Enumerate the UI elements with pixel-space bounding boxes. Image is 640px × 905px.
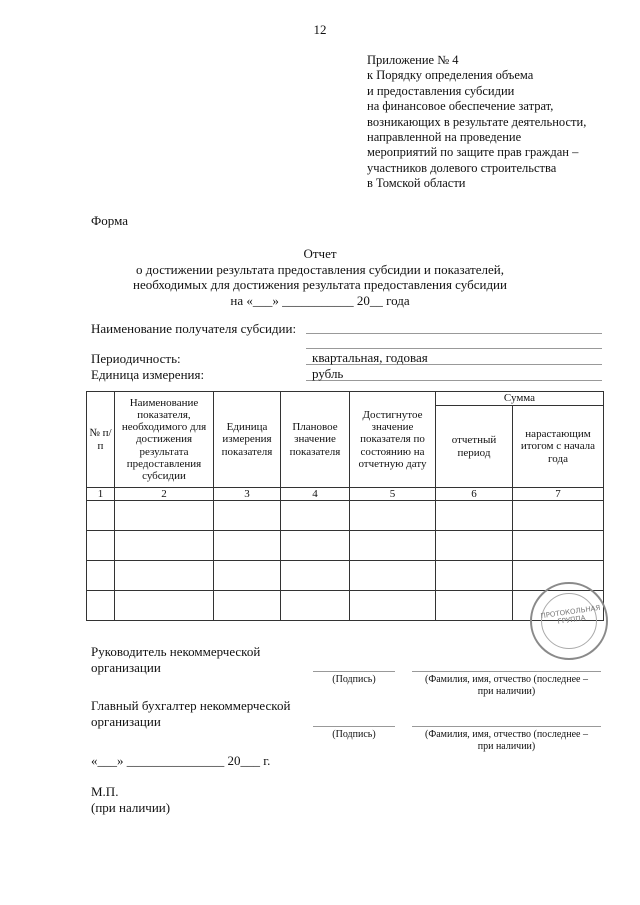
accountant-fio-caption bbox=[412, 729, 601, 753]
accountant-fio-line[interactable] bbox=[412, 714, 601, 727]
table-cell[interactable] bbox=[436, 561, 513, 591]
appendix-line: на финансовое обеспечение затрат, bbox=[367, 99, 554, 114]
mp-label: М.П. bbox=[91, 784, 119, 799]
table-cell[interactable] bbox=[214, 561, 281, 591]
title-line: необходимых для достижения результата предоставления субсидии bbox=[133, 277, 507, 292]
title-line: на «___» ___________ 20__ года bbox=[230, 292, 410, 308]
appendix-line: направленной на проведение bbox=[367, 130, 522, 145]
table-cell[interactable] bbox=[350, 531, 436, 561]
page-number: 12 bbox=[313, 22, 327, 37]
table-cell[interactable] bbox=[281, 561, 350, 591]
table-cell[interactable] bbox=[436, 591, 513, 621]
table-cell[interactable] bbox=[436, 501, 513, 531]
appendix-line: в Томской области bbox=[367, 176, 466, 191]
head-label-line: Руководитель некоммерческой bbox=[91, 644, 261, 659]
appendix-line: к Порядку определения объема bbox=[367, 68, 534, 83]
seal-place bbox=[91, 784, 170, 815]
unit-field[interactable] bbox=[306, 365, 602, 381]
header-sum: Сумма bbox=[436, 392, 604, 406]
fio-caption-line: при наличии) bbox=[477, 741, 536, 752]
table-cell[interactable] bbox=[214, 591, 281, 621]
table-row bbox=[87, 501, 604, 531]
table-cell[interactable] bbox=[115, 531, 214, 561]
header-indicator-name: Наименование показателя, необходимого для достижения результата предоставления субсидии bbox=[115, 392, 214, 488]
accountant-sign-caption: (Подпись) bbox=[332, 729, 376, 740]
mp-note: (при наличии) bbox=[91, 799, 171, 815]
table-cell[interactable] bbox=[513, 531, 604, 561]
column-number: 5 bbox=[350, 488, 436, 501]
head-label bbox=[91, 644, 260, 675]
column-number: 1 bbox=[87, 488, 115, 501]
title-line: о достижении результата предоставления субсидии и показателей, bbox=[136, 261, 504, 277]
head-label-line: организации bbox=[91, 659, 161, 675]
header-reporting-period: отчетный период bbox=[436, 406, 513, 488]
column-number: 2 bbox=[115, 488, 214, 501]
appendix-line: и предоставления субсидии bbox=[367, 83, 515, 98]
table-cell[interactable] bbox=[115, 591, 214, 621]
column-number-row bbox=[87, 488, 604, 501]
periodicity-field[interactable] bbox=[306, 349, 602, 365]
table-row bbox=[87, 561, 604, 591]
header-planned-value: Плановое значение показателя bbox=[281, 392, 350, 488]
report-title bbox=[0, 246, 640, 308]
head-signature-line[interactable] bbox=[313, 659, 395, 672]
appendix-line: возникающих в результате деятельности, bbox=[367, 114, 587, 129]
fio-caption-line: (Фамилия, имя, отчество (последнее – bbox=[425, 729, 588, 740]
table-cell[interactable] bbox=[214, 531, 281, 561]
accountant-signature-line[interactable] bbox=[313, 714, 395, 727]
table-cell[interactable] bbox=[281, 591, 350, 621]
table-cell[interactable] bbox=[87, 531, 115, 561]
appendix-line: мероприятий по защите прав граждан – bbox=[367, 145, 579, 160]
form-label: Форма bbox=[91, 213, 128, 228]
report-table bbox=[86, 391, 604, 621]
date-line: «___» _______________ 20___ г. bbox=[91, 753, 271, 768]
table-row bbox=[87, 531, 604, 561]
header-achieved-value: Достигнутое значение показателя по состоянию на отчетную дату bbox=[350, 392, 436, 488]
table-cell[interactable] bbox=[350, 591, 436, 621]
header-no: № п/п bbox=[87, 392, 115, 488]
column-number: 4 bbox=[281, 488, 350, 501]
recipient-label: Наименование получателя субсидии: bbox=[91, 321, 297, 336]
table-cell[interactable] bbox=[350, 561, 436, 591]
periodicity-value: квартальная, годовая bbox=[312, 350, 428, 365]
unit-value: рубль bbox=[312, 366, 344, 381]
accountant-label-line: Главный бухгалтер некоммерческой bbox=[91, 698, 291, 713]
appendix-line: участников долевого строительства bbox=[367, 160, 557, 175]
accountant-label bbox=[91, 698, 290, 729]
fio-caption-line: (Фамилия, имя, отчество (последнее – bbox=[425, 674, 588, 685]
table-cell[interactable] bbox=[87, 561, 115, 591]
header-unit: Единица измерения показателя bbox=[214, 392, 281, 488]
table-cell[interactable] bbox=[115, 501, 214, 531]
table-cell[interactable] bbox=[214, 501, 281, 531]
table-cell[interactable] bbox=[281, 501, 350, 531]
stamp-text: ПРОТОКОЛЬНАЯ ГРУППА bbox=[540, 603, 601, 626]
table-cell[interactable] bbox=[281, 531, 350, 561]
table-cell[interactable] bbox=[350, 501, 436, 531]
appendix-header bbox=[367, 53, 586, 192]
column-number: 7 bbox=[513, 488, 604, 501]
fio-caption-line: при наличии) bbox=[477, 686, 536, 697]
title-line: Отчет bbox=[303, 246, 337, 261]
stamp-seal bbox=[530, 582, 608, 660]
recipient-field-line-2[interactable] bbox=[306, 336, 602, 349]
header-cumulative: нарастающим итогом с начала года bbox=[513, 406, 604, 488]
table-cell[interactable] bbox=[87, 591, 115, 621]
table-row bbox=[87, 591, 604, 621]
head-fio-caption bbox=[412, 674, 601, 698]
accountant-label-line: организации bbox=[91, 713, 161, 729]
column-number: 3 bbox=[214, 488, 281, 501]
unit-label: Единица измерения: bbox=[91, 367, 205, 382]
table-cell[interactable] bbox=[513, 501, 604, 531]
column-number: 6 bbox=[436, 488, 513, 501]
table-cell[interactable] bbox=[115, 561, 214, 591]
head-sign-caption: (Подпись) bbox=[332, 674, 376, 685]
table-cell[interactable] bbox=[436, 531, 513, 561]
head-fio-line[interactable] bbox=[412, 659, 601, 672]
appendix-line: Приложение № 4 bbox=[367, 53, 459, 67]
recipient-field[interactable] bbox=[306, 320, 602, 334]
periodicity-label: Периодичность: bbox=[91, 351, 181, 366]
table-cell[interactable] bbox=[87, 501, 115, 531]
